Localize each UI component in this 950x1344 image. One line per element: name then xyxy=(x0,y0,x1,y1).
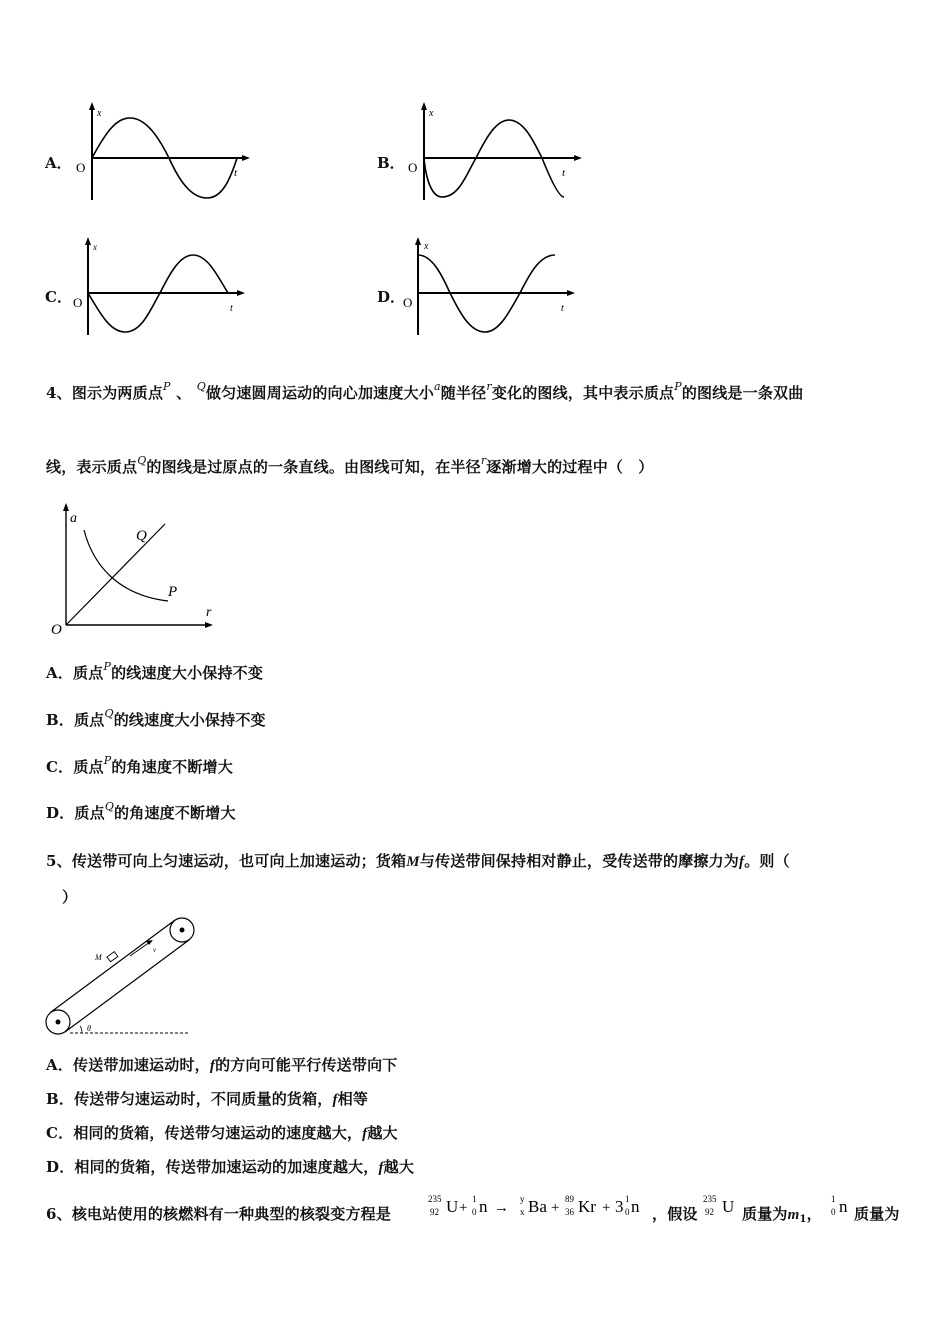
q4-stem-line2: 线，表示质点$^Q$的图线是过原点的一条直线。由图线可知，在半径$^r$逐渐增大的过程中（ ） xyxy=(46,454,654,476)
q4-line-q xyxy=(66,524,165,625)
q4-axis-r: r xyxy=(206,605,212,620)
q5-label-m: M xyxy=(95,953,102,962)
graph-a-t-label: t xyxy=(234,167,238,179)
svg-text:+: + xyxy=(551,1200,560,1216)
svg-text:1: 1 xyxy=(625,1194,630,1204)
graph-c-t-label: t xyxy=(230,303,233,314)
svg-text:Kr: Kr xyxy=(578,1197,596,1216)
q4-stem-line1: 4、图示为两质点$^P$ 、 $^Q$做匀速圆周运动的向心加速度大小$^a$随半径$^r$变化的图线，其中表示质点$^P$的图线是一条双曲 xyxy=(46,380,804,402)
q5-option-a[interactable]: A．传送带加速运动时，f的方向可能平行传送带向下 xyxy=(46,1056,398,1074)
q6-stem-part2: ，假设 xyxy=(652,1205,698,1223)
graph-d-t-label: t xyxy=(561,303,564,314)
svg-text:92: 92 xyxy=(430,1207,439,1217)
q5-label-theta: θ xyxy=(87,1024,91,1033)
svg-text:235: 235 xyxy=(428,1194,442,1204)
graph-d xyxy=(400,235,580,340)
graph-c-origin: O xyxy=(73,295,83,310)
q6-fission-equation xyxy=(424,1188,652,1228)
q4-axis-a: a xyxy=(70,511,77,526)
svg-text:92: 92 xyxy=(705,1207,714,1217)
q6-uranium-symbol xyxy=(700,1188,742,1228)
svg-text:89: 89 xyxy=(565,1194,574,1204)
svg-text:→: → xyxy=(494,1200,509,1216)
q4-label-p: P xyxy=(168,584,178,600)
svg-text:1: 1 xyxy=(472,1194,477,1204)
q5-option-c[interactable]: C．相同的货箱，传送带匀速运动的速度越大，f越大 xyxy=(46,1124,398,1142)
svg-text:0: 0 xyxy=(831,1207,836,1217)
graph-c-x-label: x xyxy=(93,242,97,252)
q5-option-b[interactable]: B．传送带匀速运动时，不同质量的货箱，f相等 xyxy=(46,1090,369,1108)
q6-stem-part1: 6、核电站使用的核燃料有一种典型的核裂变方程是 xyxy=(46,1205,392,1223)
graph-b-origin: O xyxy=(408,160,418,175)
option-c-label: C． xyxy=(45,288,72,306)
q5-figure xyxy=(42,910,197,1038)
q4-origin: O xyxy=(51,622,62,638)
svg-text:235: 235 xyxy=(703,1194,717,1204)
q4-option-c[interactable]: C．质点$^P$的角速度不断增大 xyxy=(46,754,233,776)
svg-text:Ba: Ba xyxy=(528,1197,547,1216)
graph-a-x-label: x xyxy=(97,108,102,119)
graph-b xyxy=(404,100,584,205)
svg-text:n: n xyxy=(839,1197,848,1216)
q5-box-m xyxy=(107,952,118,962)
q5-stem-line1: 5、传送带可向上匀速运动，也可向上加速运动；货箱M与传送带间保持相对静止，受传送带的摩擦力为f。则（ xyxy=(46,852,790,870)
q5-option-d[interactable]: D．相同的货箱，传送带加速运动的加速度越大，f越大 xyxy=(46,1158,415,1176)
graph-c xyxy=(70,235,250,340)
svg-text:x: x xyxy=(520,1207,525,1217)
svg-text:y: y xyxy=(520,1194,525,1204)
svg-text:+: + xyxy=(459,1200,468,1216)
graph-d-x-label: x xyxy=(424,241,429,252)
option-a-label: A． xyxy=(45,154,72,172)
graph-b-t-label: t xyxy=(562,167,566,179)
svg-text:n: n xyxy=(631,1197,640,1216)
graph-a xyxy=(72,100,252,205)
q5-label-v: v xyxy=(153,946,157,954)
q6-stem-part4: 质量为 xyxy=(854,1205,900,1223)
q4-figure xyxy=(48,500,223,640)
svg-text:36: 36 xyxy=(565,1207,574,1217)
graph-b-x-label: x xyxy=(429,108,434,119)
svg-text:3: 3 xyxy=(615,1197,624,1216)
svg-text:U: U xyxy=(446,1197,459,1216)
q6-neutron-symbol xyxy=(828,1188,854,1228)
svg-text:0: 0 xyxy=(625,1207,630,1217)
svg-text:1: 1 xyxy=(831,1194,836,1204)
option-d-label: D． xyxy=(377,288,406,306)
svg-text:0: 0 xyxy=(472,1207,477,1217)
svg-text:+: + xyxy=(602,1200,611,1216)
graph-a-origin: O xyxy=(76,160,86,175)
option-b-label: B． xyxy=(377,154,405,172)
q4-curve-p xyxy=(84,530,168,601)
q5-stem-line2: ） xyxy=(62,888,78,906)
q4-label-q: Q xyxy=(136,528,147,544)
q4-option-b[interactable]: B．质点$^Q$的线速度大小保持不变 xyxy=(46,707,266,729)
q4-option-a[interactable]: A．质点$^P$的线速度大小保持不变 xyxy=(46,660,264,682)
svg-text:n: n xyxy=(479,1197,488,1216)
graph-d-origin: O xyxy=(403,295,413,310)
q4-option-d[interactable]: D．质点$^Q$的角速度不断增大 xyxy=(46,800,236,822)
q6-stem-part3: 质量为$m_1$， xyxy=(742,1205,822,1225)
svg-text:U: U xyxy=(722,1197,735,1216)
